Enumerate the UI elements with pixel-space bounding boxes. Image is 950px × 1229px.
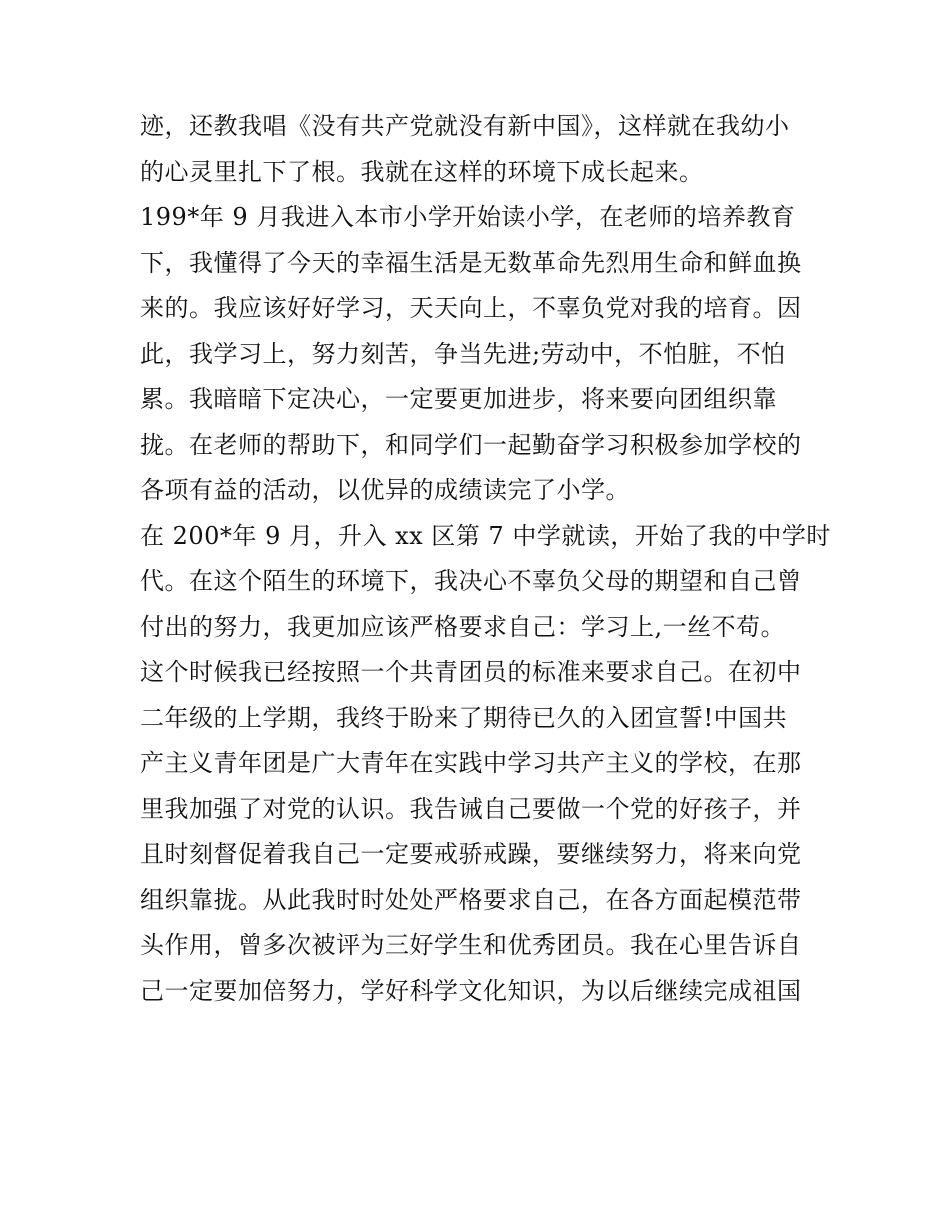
text-line: 里我加强了对党的认识。我告诫自己要做一个党的好孩子，并: [140, 794, 802, 823]
text-line: 且时刻督促着我自己一定要戒骄戒躁，要继续努力，将来向党: [140, 840, 802, 868]
text-line: 这个时候我已经按照一个共青团员的标准来要求自己。在初中: [140, 658, 802, 686]
text-line: 来的。我应该好好学习，天天向上，不辜负党对我的培育。因: [140, 294, 802, 322]
text-line: 此，我学习上，努力刻苦，争当先进;劳动中，不怕脏，不怕: [140, 339, 786, 368]
text-line: 付出的努力，我更加应该严格要求自己：学习上,一丝不苟。: [140, 612, 786, 641]
text-line: 产主义青年团是广大青年在实践中学习共产主义的学校，在那: [140, 749, 802, 777]
text-line: 迹，还教我唱《没有共产党就没有新中国》，这样就在我幼小: [140, 112, 790, 140]
text-line: 的心灵里扎下了根。我就在这样的环境下成长起来。: [140, 157, 704, 186]
text-line: 拢。在老师的帮助下，和同学们一起勤奋学习积极参加学校的: [140, 430, 802, 459]
text-line: 头作用，曾多次被评为三好学生和优秀团员。我在心里告诉自: [140, 931, 802, 959]
text-line: 己一定要加倍努力，学好科学文化知识，为以后继续完成祖国: [140, 976, 802, 1005]
text-line: 各项有益的活动，以优异的成绩读完了小学。: [140, 476, 630, 504]
body-text: [140, 104, 831, 1014]
text-line: 组织靠拢。从此我时时处处严格要求自己，在各方面起模范带: [140, 885, 802, 914]
text-line: 199*年 9 月我进入本市小学开始读小学，在老师的培养教育: [140, 203, 796, 231]
text-line: 代。在这个陌生的环境下，我决心不辜负父母的期望和自己曾: [140, 567, 802, 595]
text-line: 在 200*年 9 月，升入 xx 区第 7 中学就读，开始了我的中学时: [140, 521, 831, 550]
text-line: 二年级的上学期，我终于盼来了期待已久的入团宣誓!中国共: [140, 703, 788, 732]
text-line: 下，我懂得了今天的幸福生活是无数革命先烈用生命和鲜血换: [140, 248, 802, 277]
text-line: 累。我暗暗下定决心，一定要更加进步，将来要向团组织靠: [140, 385, 777, 413]
